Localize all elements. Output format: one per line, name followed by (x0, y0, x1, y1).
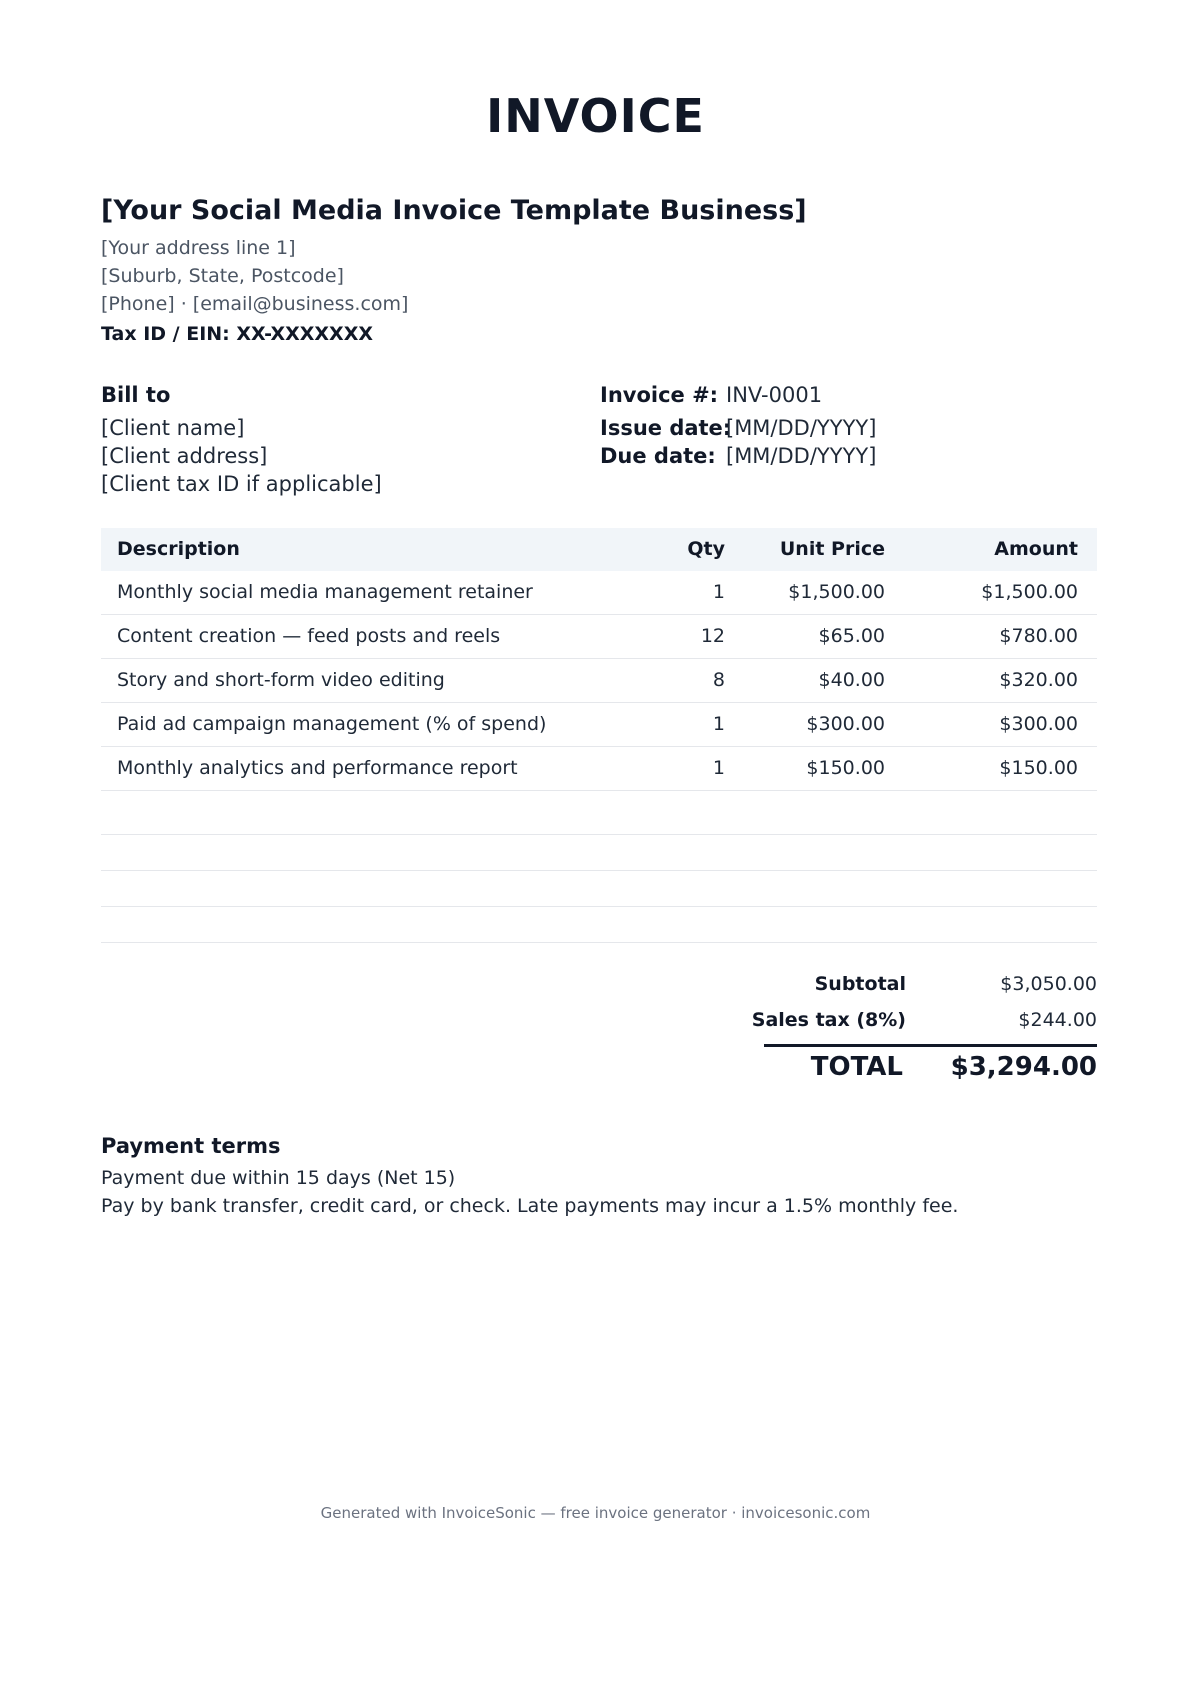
line-items-table (101, 528, 1097, 943)
subtotal-label: Subtotal (814, 973, 906, 995)
row-unit-price: $65.00 (818, 625, 885, 647)
row-description: Paid ad campaign management (% of spend) (117, 713, 547, 735)
table-header (101, 528, 1097, 571)
tax-label: Sales tax (8%) (751, 1009, 906, 1031)
row-qty: 8 (712, 669, 725, 691)
row-description: Monthly social media management retainer (117, 581, 533, 603)
blank-row (101, 791, 1097, 835)
tax-value: $244.00 (1018, 1009, 1097, 1031)
business-contact: [Phone] · [email@business.com] (101, 293, 409, 315)
business-address-line1: [Your address line 1] (101, 237, 296, 259)
blank-row (101, 907, 1097, 943)
issue-date-value: [MM/DD/YYYY] (726, 416, 877, 440)
due-date-value: [MM/DD/YYYY] (726, 444, 877, 468)
row-qty: 1 (712, 581, 725, 603)
table-row (101, 747, 1097, 791)
table-row (101, 659, 1097, 703)
invoice-number-label: Invoice #: (600, 383, 719, 407)
subtotal-value: $3,050.00 (1000, 973, 1097, 995)
header-amount: Amount (994, 538, 1078, 560)
payment-terms-line1: Payment due within 15 days (Net 15) (101, 1167, 456, 1189)
total-value: $3,294.00 (950, 1052, 1097, 1082)
row-amount: $150.00 (999, 757, 1078, 779)
header-unit-price: Unit Price (779, 538, 885, 560)
row-unit-price: $150.00 (806, 757, 885, 779)
row-description: Monthly analytics and performance report (117, 757, 518, 779)
row-amount: $320.00 (999, 669, 1078, 691)
row-unit-price: $1,500.00 (788, 581, 885, 603)
row-unit-price: $40.00 (818, 669, 885, 691)
business-tax-id: Tax ID / EIN: XX-XXXXXXX (101, 323, 374, 345)
footer-credit: Generated with InvoiceSonic — free invoice generator · invoicesonic.com (320, 1504, 871, 1522)
header-qty: Qty (687, 538, 725, 560)
total-divider (764, 1044, 1097, 1047)
payment-terms-heading: Payment terms (101, 1134, 281, 1158)
issue-date-label: Issue date: (600, 416, 732, 440)
business-name: [Your Social Media Invoice Template Business] (101, 195, 807, 226)
invoice-title: INVOICE (486, 89, 705, 143)
client-address: [Client address] (101, 444, 268, 468)
row-amount: $780.00 (999, 625, 1078, 647)
row-qty: 1 (712, 713, 725, 735)
blank-row (101, 835, 1097, 871)
bill-to-heading: Bill to (101, 383, 171, 407)
payment-terms-line2: Pay by bank transfer, credit card, or check. Late payments may incur a 1.5% monthly fee. (101, 1195, 959, 1217)
table-row (101, 615, 1097, 659)
row-description: Story and short-form video editing (117, 669, 445, 691)
business-address-line2: [Suburb, State, Postcode] (101, 265, 344, 287)
blank-row (101, 871, 1097, 907)
row-unit-price: $300.00 (806, 713, 885, 735)
invoice-number-value: INV-0001 (726, 383, 823, 407)
client-name: [Client name] (101, 416, 245, 440)
table-row (101, 703, 1097, 747)
header-description: Description (117, 538, 240, 560)
total-label: TOTAL (810, 1052, 903, 1082)
row-amount: $1,500.00 (981, 581, 1078, 603)
row-qty: 12 (700, 625, 725, 647)
table-row (101, 571, 1097, 615)
row-description: Content creation — feed posts and reels (117, 625, 501, 647)
due-date-label: Due date: (600, 444, 716, 468)
row-amount: $300.00 (999, 713, 1078, 735)
row-qty: 1 (712, 757, 725, 779)
client-tax-id: [Client tax ID if applicable] (101, 472, 382, 496)
